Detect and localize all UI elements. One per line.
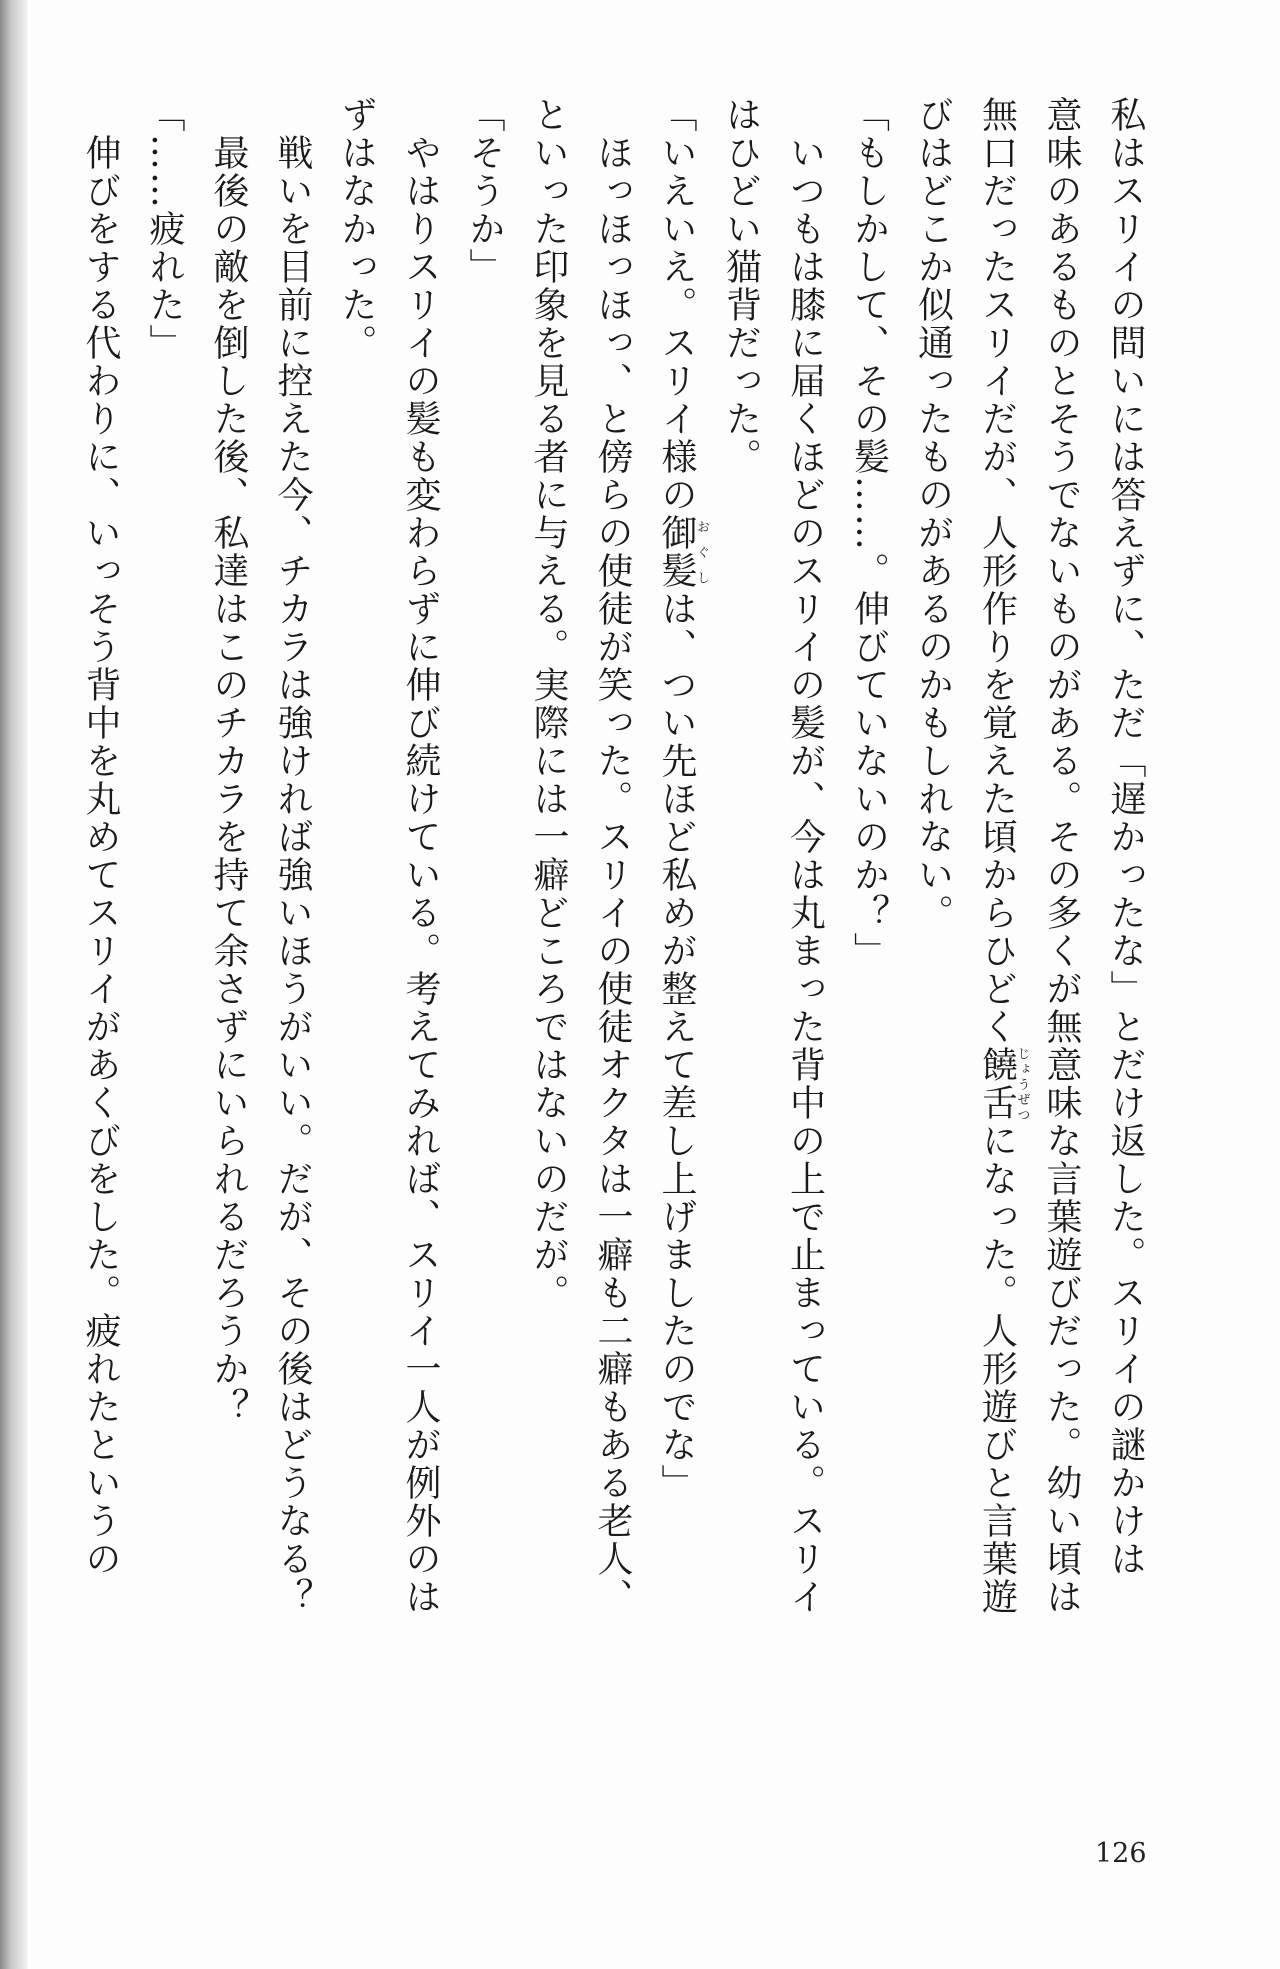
ruby-word	[656, 514, 709, 590]
text-segment: いつもは膝に届くほどのスリイの髪が、今は丸まった背中の上で止まっている。スリイ	[784, 96, 826, 1616]
text-line	[388, 96, 452, 1696]
text-line	[965, 96, 1030, 1696]
vertical-body-text	[68, 96, 1157, 1696]
text-line	[773, 96, 837, 1696]
text-line	[452, 96, 516, 1696]
scan-edge-shadow	[0, 0, 28, 1969]
text-line	[580, 96, 644, 1696]
text-line	[901, 96, 965, 1696]
page-number: 126	[1095, 1838, 1147, 1869]
ruby-reading: じょうぜつ	[1014, 1046, 1030, 1122]
text-segment: になった。人形遊びと言葉遊	[976, 1122, 1018, 1616]
text-segment: といった印象を見る者に与える。実際には一癖どころではないのだが。	[528, 96, 569, 1312]
text-segment: 私はスリイの問いには答えずに、ただ「遅かったな」とだけ返した。スリイの謎かけは	[1105, 96, 1146, 1578]
text-line	[196, 96, 260, 1696]
text-segment: はひどい猫背だった。	[720, 96, 762, 476]
text-segment: 無口だったスリイだが、人形作りを覚えた頃からひどく	[976, 96, 1018, 1046]
text-line	[260, 96, 324, 1696]
text-line	[516, 96, 580, 1696]
text-line	[68, 96, 132, 1696]
text-segment: 「いえいえ。スリイ様の	[656, 96, 697, 514]
text-segment: びはどこか似通ったものがあるのかもしれない。	[912, 96, 954, 932]
text-segment: 戦いを目前に控えた今、チカラは強ければ強いほうがいい。だが、その後はどうなる？	[272, 96, 313, 1616]
text-line	[837, 96, 901, 1696]
text-segment: ほっほっほっ、と傍らの使徒が笑った。スリイの使徒オクタは一癖も二癖もある老人、	[592, 96, 633, 1616]
text-segment: 最後の敵を倒した後、私達はこのチカラを持て余さずにいられるだろうか？	[208, 96, 249, 1426]
ruby-reading: おぐし	[694, 514, 709, 590]
ruby-base: 饒舌	[976, 1046, 1018, 1122]
text-segment: 「そうか」	[464, 96, 505, 286]
text-line	[324, 96, 388, 1696]
text-line	[709, 96, 773, 1696]
text-line	[1093, 96, 1157, 1696]
ruby-word	[976, 1046, 1030, 1122]
text-line	[132, 96, 196, 1696]
text-segment: 意味のあるものとそうでないものがある。その多くが無意味な言葉遊びだった。幼い頃は	[1041, 96, 1082, 1616]
text-segment: 「もしかして、その髪……。伸びていないのか？」	[848, 96, 890, 970]
text-line	[644, 96, 709, 1696]
ruby-base: 御髪	[656, 514, 697, 590]
text-segment: ずはなかった。	[336, 96, 377, 362]
text-line	[1029, 96, 1093, 1696]
text-segment: 「……疲れた」	[144, 96, 185, 362]
text-segment: やはりスリイの髪も変わらずに伸び続けている。考えてみれば、スリイ一人が例外のは	[400, 96, 441, 1616]
text-segment: は、つい先ほど私めが整えて差し上げましたのでな」	[656, 590, 697, 1502]
text-segment: 伸びをする代わりに、いっそう背中を丸めてスリイがあくびをした。疲れたというの	[80, 96, 121, 1578]
